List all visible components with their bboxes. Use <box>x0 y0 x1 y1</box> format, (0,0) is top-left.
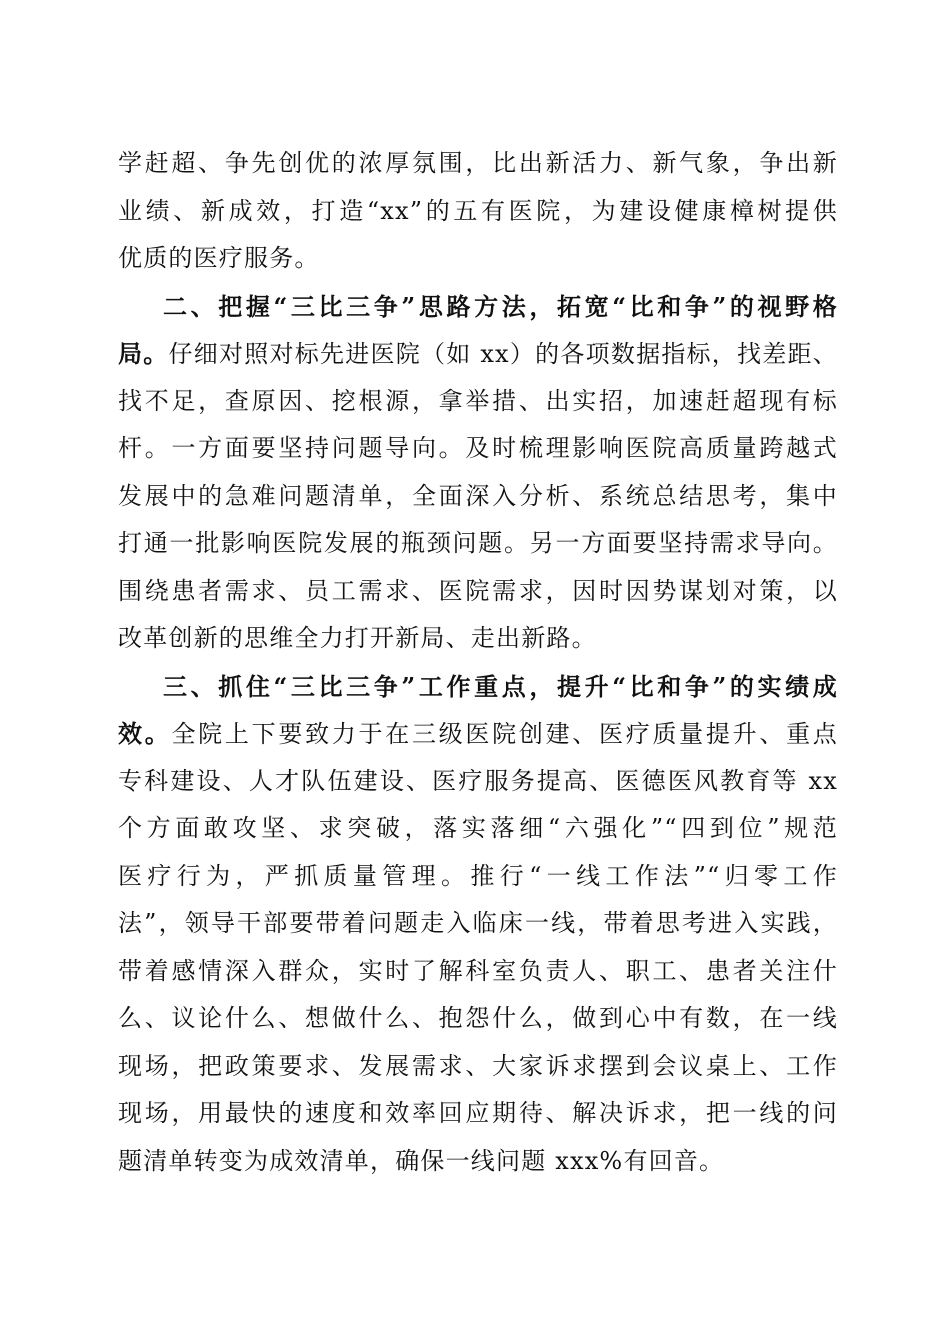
text-line: 带着感情深入群众，实时了解科室负责人、职工、患者关注什 <box>118 956 838 985</box>
text-line: 打通一批影响医院发展的瓶颈问题。另一方面要坚持需求导向。 <box>118 529 838 557</box>
section-heading-text: 局。 <box>118 339 169 368</box>
text-line: 找不足，查原因、挖根源，拿举措、出实招，加速赶超现有标 <box>118 386 838 415</box>
text-line: 发展中的急难问题清单，全面深入分析、系统总结思考，集中 <box>118 481 838 510</box>
paragraph-section-three <box>118 663 838 1186</box>
text-line: 优质的医疗服务。 <box>118 244 320 272</box>
body-text: 全院上下要致力于在三级医院创建、医疗质量提升、重点 <box>171 720 838 748</box>
text-line: 医疗行为，严抓质量管理。推行“一线工作法”“归零工作 <box>118 861 838 890</box>
document-body <box>118 140 838 1185</box>
text-line: 学赶超、争先创优的浓厚氛围，比出新活力、新气象，争出新 <box>118 149 838 177</box>
text-line: 现场，把政策要求、发展需求、大家诉求摆到会议桌上、工作 <box>118 1051 838 1080</box>
text-line: 专科建设、人才队伍建设、医疗服务提高、医德医风教育等 xx <box>118 766 838 795</box>
text-line: 改革创新的思维全力打开新局、走出新路。 <box>118 624 597 652</box>
section-heading-text: 效。 <box>118 719 172 748</box>
text-line: 个方面敢攻坚、求突破，落实落细“六强化”“四到位”规范 <box>118 814 838 842</box>
text-line <box>118 710 838 758</box>
text-line: 题清单转变为成效清单，确保一线问题 xxx%有回音。 <box>118 1146 725 1175</box>
section-heading-text: 二、把握“三比三争”思路方法，拓宽“比和争”的视野格 <box>163 291 838 321</box>
section-heading <box>118 283 838 331</box>
section-heading <box>118 663 838 711</box>
section-heading-text: 三、抓住“三比三争”工作重点，提升“比和争”的实绩成 <box>163 671 838 701</box>
text-line <box>118 330 838 378</box>
paragraph-continuation <box>118 140 838 283</box>
text-line: 围绕患者需求、员工需求、医院需求，因时因势谋划对策，以 <box>118 576 838 605</box>
text-line: 杆。一方面要坚持问题导向。及时梳理影响医院高质量跨越式 <box>118 434 838 462</box>
paragraph-section-two <box>118 283 838 663</box>
text-line: 么、议论什么、想做什么、抱怨什么，做到心中有数，在一线 <box>118 1004 838 1032</box>
text-line: 现场，用最快的速度和效率回应期待、解决诉求，把一线的问 <box>118 1099 838 1127</box>
body-text: 仔细对照对标先进医院（如 xx）的各项数据指标，找差距、 <box>168 340 838 368</box>
text-line: 业绩、新成效，打造“xx”的五有医院，为建设健康樟树提供 <box>118 196 838 225</box>
text-line: 法”，领导干部要带着问题走入临床一线，带着思考进入实践， <box>118 909 838 937</box>
